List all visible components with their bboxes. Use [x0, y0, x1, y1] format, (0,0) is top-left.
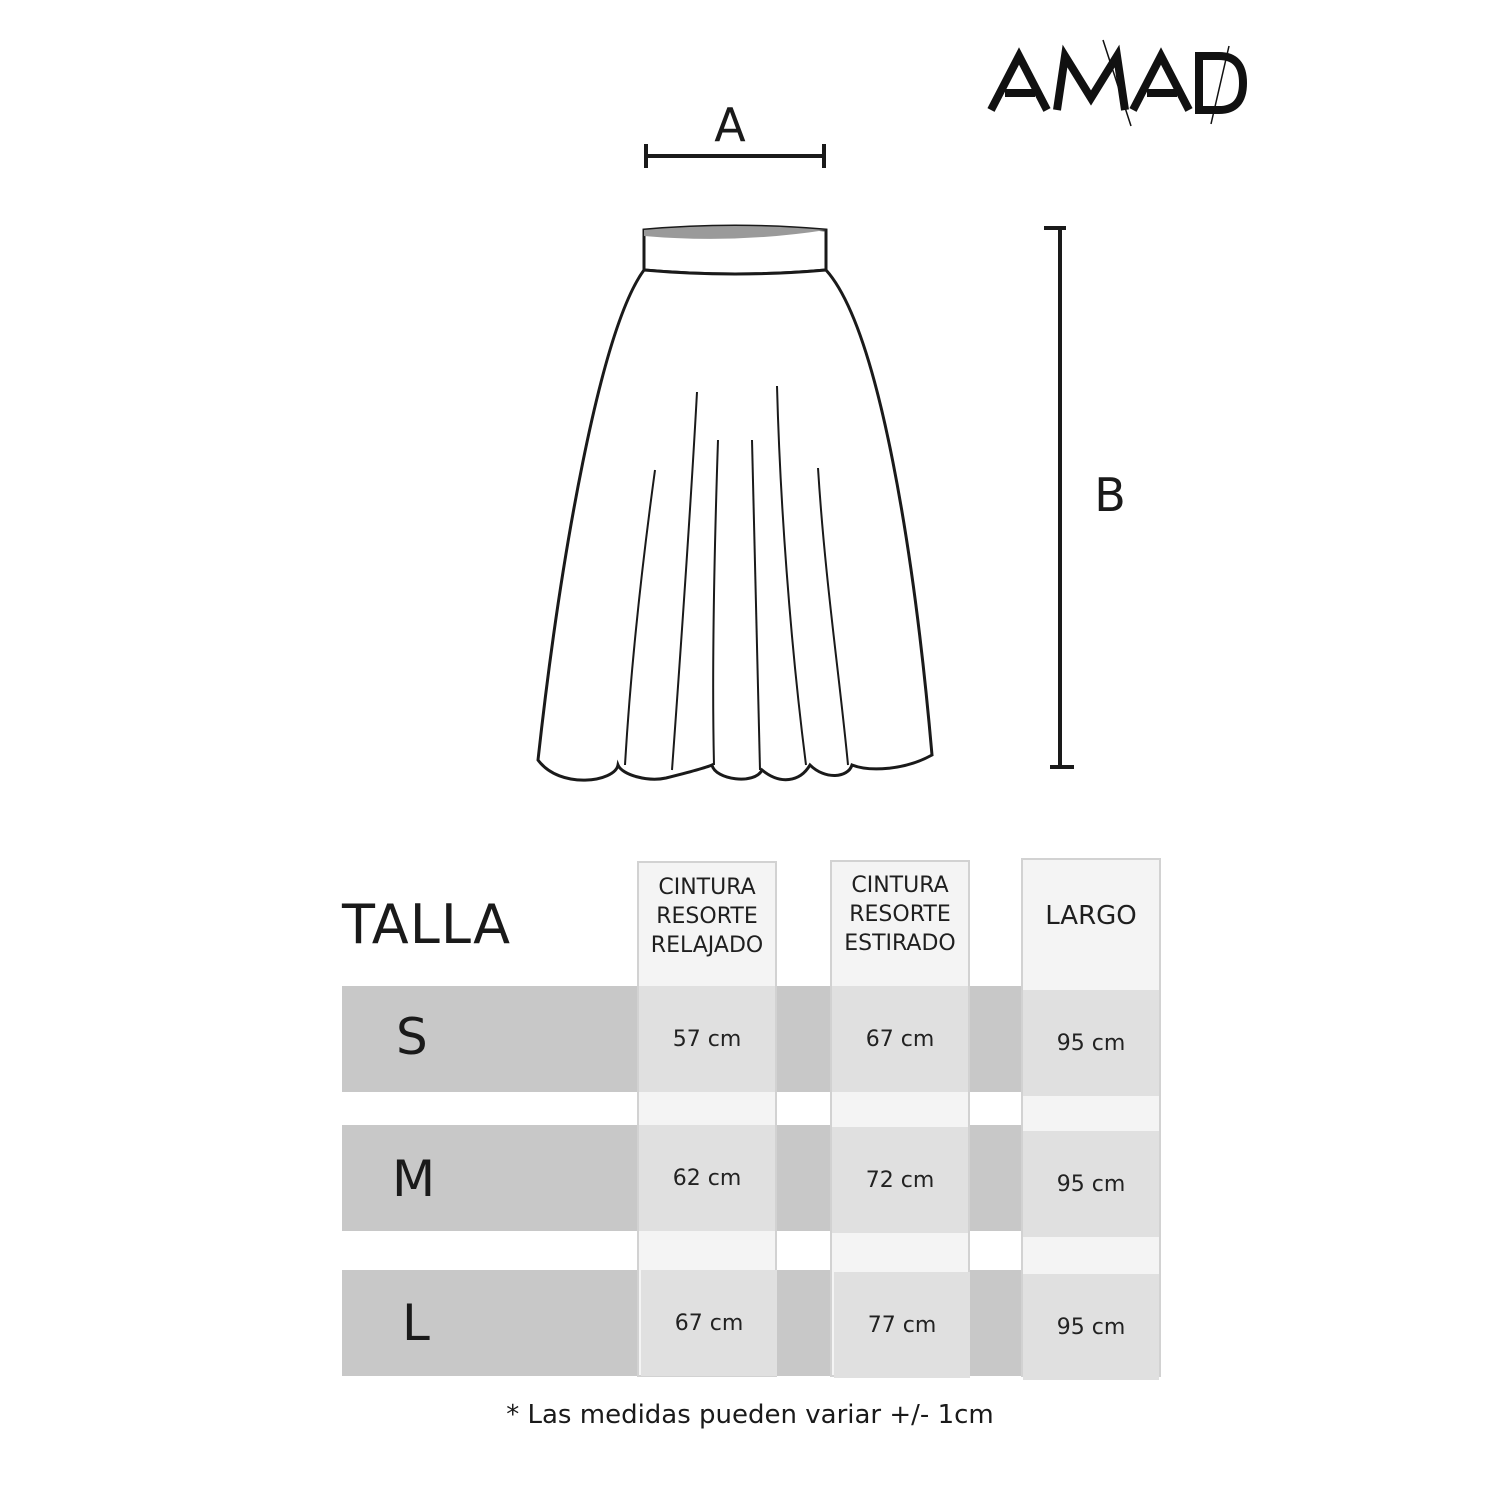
header-line: RESORTE [849, 901, 951, 927]
header-line: LARGO [1045, 900, 1137, 931]
skirt-outline [538, 226, 932, 780]
header-line: RELAJADO [650, 932, 764, 958]
size-label: S [396, 1008, 428, 1066]
footnote: * Las medidas pueden variar +/- 1cm [506, 1400, 994, 1430]
label-a: A [714, 98, 746, 152]
table-cell: 67 cm [641, 1270, 777, 1376]
table-cell: 95 cm [1023, 1131, 1159, 1237]
brand-logo [985, 38, 1250, 128]
header-line: ESTIRADO [844, 930, 956, 956]
column-header-relajado [637, 868, 777, 964]
size-label: M [392, 1150, 436, 1208]
column-header-estirado [830, 866, 970, 962]
table-cell: 57 cm [639, 986, 775, 1092]
header-line: CINTURA [851, 872, 949, 898]
table-cell: 77 cm [834, 1272, 970, 1378]
table-cell: 95 cm [1023, 1274, 1159, 1380]
size-label: L [402, 1294, 430, 1352]
measure-b-line [1044, 228, 1074, 767]
size-column-header: TALLA [342, 893, 512, 956]
table-cell: 67 cm [832, 986, 968, 1092]
table-cell: 62 cm [639, 1125, 775, 1231]
header-line: RESORTE [656, 903, 758, 929]
header-line: CINTURA [658, 874, 756, 900]
table-cell: 95 cm [1023, 990, 1159, 1096]
label-b: B [1094, 468, 1126, 522]
table-cell: 72 cm [832, 1127, 968, 1233]
column-header-largo [1021, 868, 1161, 964]
